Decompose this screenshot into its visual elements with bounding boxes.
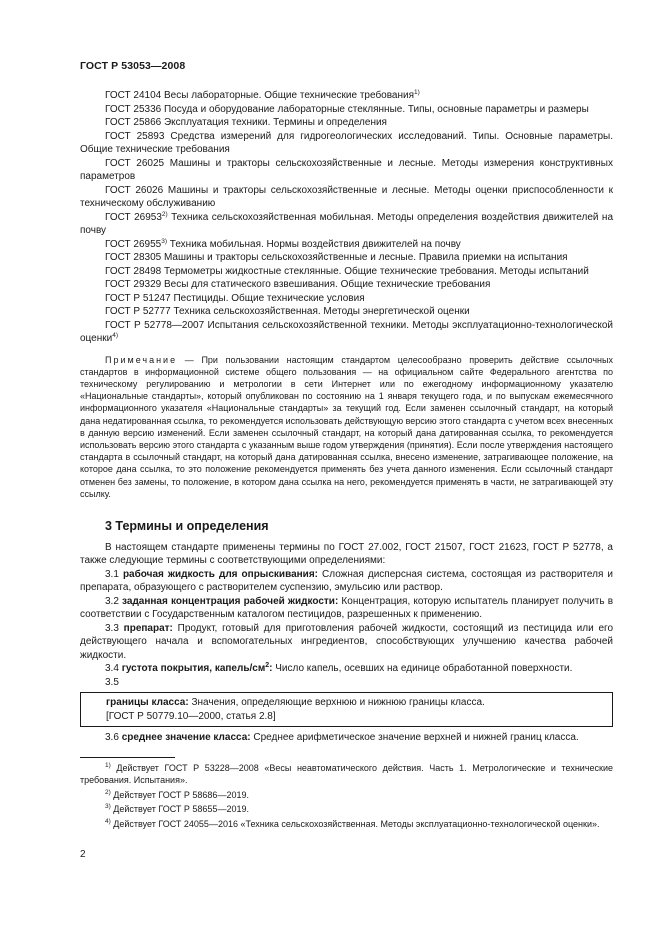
reference-item: ГОСТ 26026 Машины и тракторы сельскохозяйственные и лесные. Методы оценки приспособленности к техническому обслуживанию [80, 184, 613, 209]
reference-item: ГОСТ Р 52778—2007 Испытания сельскохозяйственной техники. Методы эксплуатационно-технологической оценки$^{4)}$ [80, 319, 613, 344]
term-3-1: 3.1 рабочая жидкость для опрыскивания: Сложная дисперсная система, состоящая из растворителя и препарата, образующего с растворителем суспензию, эмульсию или раствор. [80, 568, 614, 594]
term-3-5-box [80, 692, 613, 727]
footnote-divider [80, 757, 175, 758]
reference-item: ГОСТ 26955$^{3)}$ Техника мобильная. Нормы воздействия движителей на почву [105, 237, 461, 250]
reference-item: ГОСТ 26953$^{2)}$ Техника сельскохозяйственная мобильная. Методы определения воздействия движителей на почву [80, 210, 613, 236]
reference-item: ГОСТ Р 52777 Техника сельскохозяйственная. Методы энергетической оценки [105, 306, 470, 317]
footnote-item: $^{2)}$ Действует ГОСТ Р 58686—2019. [105, 788, 249, 800]
section-title: 3 Термины и определения [105, 518, 269, 533]
reference-item: ГОСТ 25893 Средства измерений для гидрогеологических исследований. Типы. Основные параметры. Общие технические требования [80, 130, 613, 155]
reference-item: ГОСТ 25866 Эксплуатация техники. Термины и определения [105, 117, 387, 128]
footnotes [80, 762, 613, 831]
reference-item: ГОСТ 29329 Весы для статического взвешивания. Общие технические требования [105, 279, 491, 290]
term-3-3: 3.3 препарат: Продукт, готовый для приготовления рабочей жидкости, состоящий из пестицида или его действующего начала и вспомогательных ингредиентов, способствующих улучшению качества рабочей жидкости. [80, 622, 614, 661]
reference-item: ГОСТ 25336 Посуда и оборудование лабораторные стеклянные. Типы, основные параметры и размеры [105, 103, 589, 115]
normative-references-list [80, 89, 613, 346]
footnote-item: $^{4)}$ Действует ГОСТ 24055—2016 «Техника сельскохозяйственная. Методы эксплуатационно-технологической оценки». [105, 817, 600, 829]
note-label: Примечание [105, 354, 178, 365]
box-definition: границы класса: Значения, определяющие верхнюю и нижнюю границы класса. [106, 697, 485, 709]
term-3-4: 3.4 густота покрытия, капель/$см^2$: Число капель, осевших на единице обработанной поверхности. [105, 662, 573, 675]
reference-item: ГОСТ Р 51247 Пестициды. Общие технические условия [105, 292, 365, 304]
footnote-item: $^{3)}$ Действует ГОСТ Р 58655—2019. [105, 803, 249, 815]
term-3-5: 3.5 [105, 676, 119, 688]
term-3-2: 3.2 заданная концентрация рабочей жидкости: Концентрация, которую испытатель планирует получить в соответствии с Государственным каталогом пестицидов, разрешенных к применению. [80, 595, 614, 621]
reference-item: ГОСТ 24104 Весы лабораторные. Общие технические требования$^{1)}$ [105, 89, 420, 101]
box-source: [ГОСТ Р 50779.10—2000, статья 2.8] [106, 710, 276, 722]
reference-item: ГОСТ 28305 Машины и тракторы сельскохозяйственные и лесные. Правила приемки на испытания [105, 252, 568, 263]
document-header: ГОСТ Р 53053—2008 [80, 60, 186, 72]
term-3-6: 3.6 среднее значение класса: Среднее арифметическое значение верхней и нижней границ класса. [105, 732, 579, 744]
reference-item: ГОСТ 26025 Машины и тракторы сельскохозяйственные и лесные. Методы измерения конструктивных параметров [80, 157, 613, 182]
page-number: 2 [80, 849, 86, 860]
footnote-item: $^{1)}$ Действует ГОСТ Р 53228—2008 «Весы неавтоматического действия. Часть 1. Метрологические и технические требования. Испытания». [80, 761, 613, 786]
reference-item: ГОСТ 28498 Термометры жидкостные стеклянные. Общие технические требования. Методы испытаний [105, 265, 589, 277]
references-note [80, 354, 613, 500]
document-body [80, 89, 613, 832]
section-intro: В настоящем стандарте применены термины по ГОСТ 27.002, ГОСТ 21507, ГОСТ 21623, ГОСТ Р 52778, а также следующие термины с соответствующими определениями: [80, 541, 613, 567]
note-text: — При пользовании настоящим стандартом целесообразно проверить действие ссылочных стандартов в информационной системе общего пользования — на официальном сайте Федерального агентства по техническому регулированию и метрологии в сети Интернет или по ежегодному информационному указателю «Национальные стандарты», который опубликован по состоянию на 1 января текущего года, и по выпускам ежемесячного информационного указателя «Национальные стандарты» за текущий год. Если заменен ссылочный стандарт, на который дана недатированная ссылка, то рекомендуется использовать действующую версию этого стандарта с учетом всех внесенных в данную версию изменений. Если заменен ссылочный стандарт, на который дана датированная ссылка, то рекомендуется использовать версию этого стандарта с указанным выше годом утверждения (принятия). Если после утверждения настоящего стандарта в ссылочный стандарт, на который дана датированная ссылка, внесено изменение, затрагивающее положение, на которое дана ссылка, то это положение рекомендуется применять без учета данного изменения. Если ссылочный стандарт отменен без замены, то положение, в котором дана ссылка на него, рекомендуется применять в части, не затрагивающей эту ссылку. [80, 354, 613, 499]
